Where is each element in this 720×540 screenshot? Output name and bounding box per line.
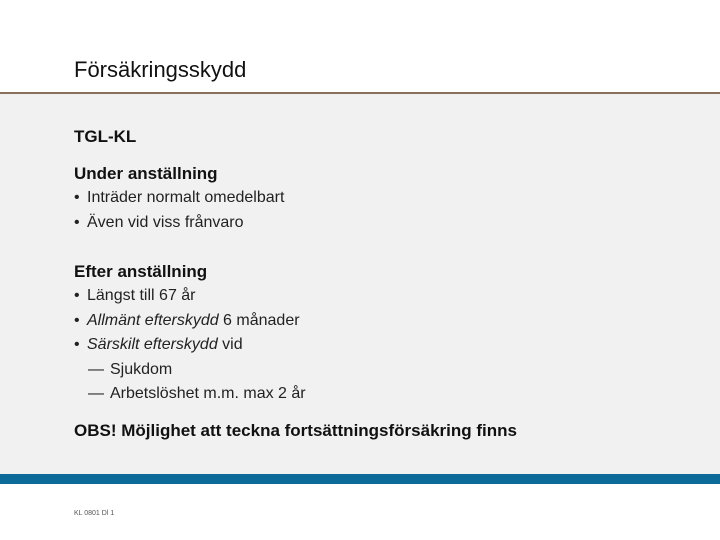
list-item-text: Även vid viss frånvaro <box>87 214 244 231</box>
subtitle-heading: TGL-KL <box>74 127 137 146</box>
bullet-icon: • <box>74 287 80 304</box>
list-item-text: vid <box>217 336 243 353</box>
dash-icon: — <box>88 385 104 402</box>
list-item-text: Inträder normalt omedelbart <box>87 189 285 206</box>
list-item <box>74 285 196 307</box>
list-item-emphasis: Särskilt efterskydd <box>87 336 218 353</box>
obs-note: OBS! Möjlighet att teckna fortsättningsförsäkring finns <box>74 421 517 440</box>
list-item <box>74 310 300 332</box>
list-item <box>74 187 284 209</box>
slide-header <box>0 0 720 92</box>
bullet-icon: • <box>74 336 80 353</box>
footer-code: KL 0801 Dl 1 <box>74 510 115 517</box>
list-item-emphasis: Allmänt efterskydd <box>87 312 219 329</box>
bullet-icon: • <box>74 214 80 231</box>
page-title: Försäkringsskydd <box>74 57 247 82</box>
list-item <box>74 212 244 234</box>
sub-list-item <box>74 383 306 405</box>
section-heading-during-employment: Under anställning <box>74 164 218 183</box>
sub-list-item-text: Arbetslöshet m.m. max 2 år <box>110 385 306 402</box>
slide-content <box>0 94 720 474</box>
list-item <box>74 334 243 356</box>
dash-icon: — <box>88 361 104 378</box>
list-item-text: 6 månader <box>218 312 300 329</box>
sub-list-item-text: Sjukdom <box>110 361 173 378</box>
bullet-icon: • <box>74 312 80 329</box>
bullet-icon: • <box>74 189 80 206</box>
footer-band <box>0 474 720 484</box>
section-heading-after-employment: Efter anställning <box>74 262 208 281</box>
list-item-text: Längst till 67 år <box>87 287 196 304</box>
sub-list-item <box>74 359 172 381</box>
